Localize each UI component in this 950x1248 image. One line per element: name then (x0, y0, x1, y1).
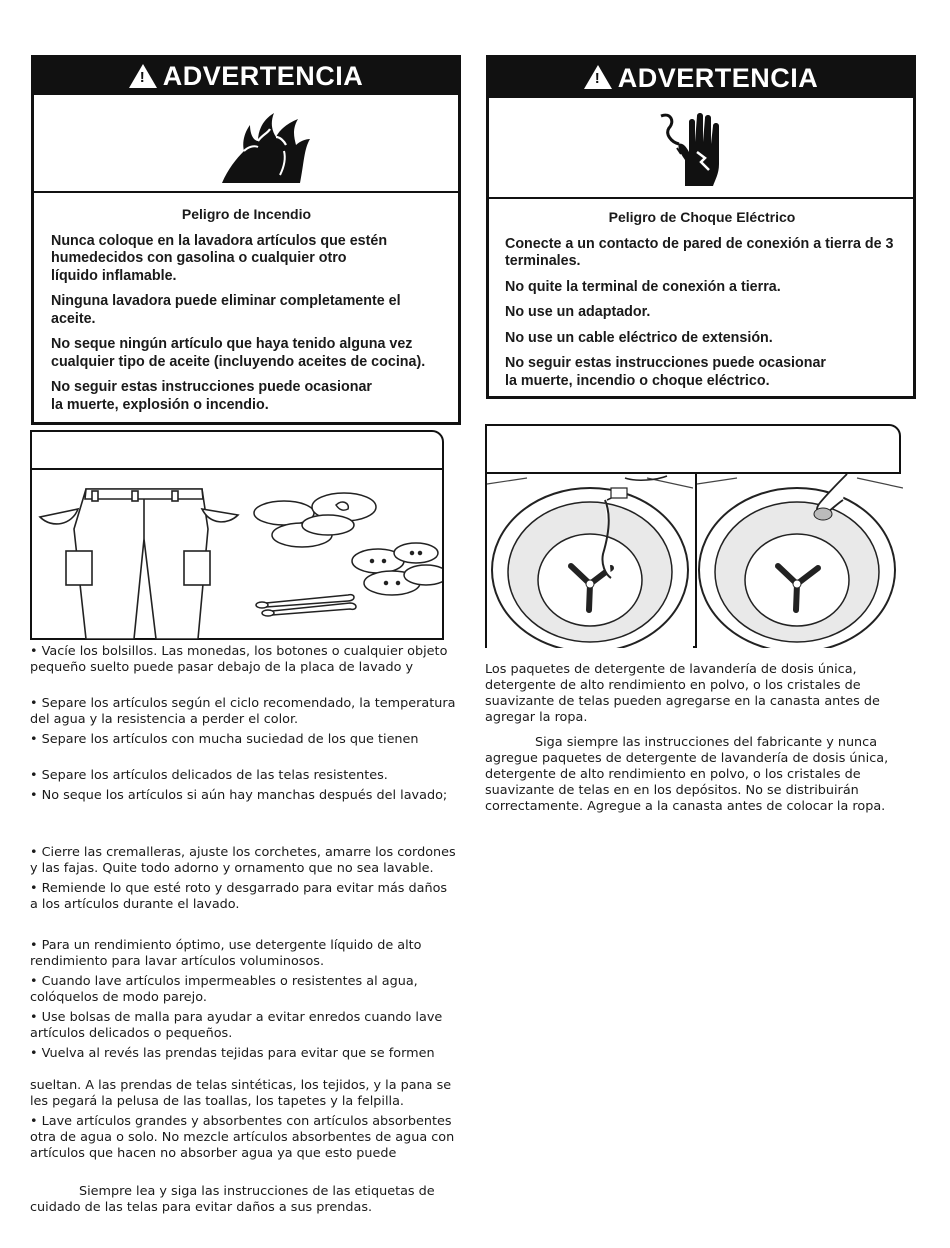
washer-basket-pack-illustration (695, 474, 903, 648)
bullet-text: • Vacíe los bolsillos. Las monedas, los botones o cualquier objeto pequeño suelto puede pasar debajo de la placa de lavado y (30, 644, 448, 675)
warning-title: Peligro de Incendio (181, 206, 312, 222)
pockets-illustration-panel (30, 430, 444, 640)
panel-title-bar (487, 426, 899, 474)
warning-line: No seguir estas instrucciones puede ocasionar la muerte, explosión o incendio. (51, 379, 372, 413)
coins-icon (254, 493, 376, 547)
paragraph-text: Los paquetes de detergente de lavandería de dosis única, detergente de alto rendimiento en polvo, o los cristales de suavizante de telas pueden agregarse en la canasta antes de agregar la ropa. (485, 662, 880, 725)
warning-triangle-icon: ! (584, 65, 612, 89)
bullet-text: • Separe los artículos delicados de las telas resistentes. (30, 768, 388, 783)
shock-icon-area (489, 98, 913, 199)
bullet-text: • Cuando lave artículos impermeables o resistentes al agua, colóquelos de modo parejo. (30, 974, 418, 1005)
fire-warning-body (34, 206, 458, 422)
bullet-text: • Remiende lo que esté roto y desgarrado para evitar más daños a los artículos durante el lavado. (30, 881, 448, 912)
left-column-text (30, 1184, 456, 1216)
left-column-text (30, 644, 456, 676)
warning-header: ! ADVERTENCIA (34, 58, 458, 95)
bullet-text: • Use bolsas de malla para ayudar a evitar enredos cuando lave artículos delicados o pequeños. (30, 1010, 443, 1041)
bullet-text: sueltan. A las prendas de telas sintéticas, los tejidos, y la pana se les pegará la pelusa de las toallas, los tapetes y la felpilla. (30, 1078, 452, 1109)
warning-line: Nunca coloque en la lavadora artículos que estén humedecidos con gasolina o cualquier otro líquido inflamable. (51, 232, 388, 284)
left-column-text (30, 845, 456, 913)
bullet-text: • Para un rendimiento óptimo, use detergente líquido de alto rendimiento para lavar artículos voluminosos. (30, 938, 422, 969)
bullet-text: • Separe los artículos con mucha suciedad de los que tienen (30, 732, 419, 747)
warning-line: No use un cable eléctrico de extensión. (505, 329, 773, 346)
shock-warning-body (489, 209, 913, 398)
bullet-text: • No seque los artículos si aún hay manchas después del lavado; (30, 788, 448, 803)
left-column-text (30, 1078, 456, 1162)
paragraph-text: Siempre lea y siga las instrucciones de las etiquetas de cuidado de las telas para evitar daños a sus prendas. (30, 1184, 435, 1215)
warning-title: Peligro de Choque Eléctrico (608, 209, 796, 225)
shock-warning-box (486, 55, 916, 399)
electric-shock-hand-icon (657, 108, 737, 188)
bullet-text: • Vuelva al revés las prendas tejidas para evitar que se formen (30, 1046, 435, 1061)
bullet-text: • Lave artículos grandes y absorbentes con artículos absorbentes otra de agua o solo. No mezcle artículos absorbentes de agua con artículos que hacen no absorber agua ya que esto puede (30, 1114, 455, 1161)
bullet-text: • Cierre las cremalleras, ajuste los corchetes, amarre los cordones y las fajas. Quite todo adorno y ornamento que no sea lavable. (30, 845, 456, 876)
warning-line: No quite la terminal de conexión a tierra. (505, 278, 781, 295)
left-column-text (30, 696, 456, 748)
bullet-text: • Separe los artículos según el ciclo recomendado, la temperatura del agua y la resistencia a perder el color. (30, 696, 456, 727)
warning-header: ! ADVERTENCIA (489, 58, 913, 98)
warning-line: Conecte a un contacto de pared de conexión a tierra de 3 terminales. (505, 235, 894, 269)
warning-line: No use un adaptador. (505, 304, 651, 320)
empty-pockets-illustration (32, 469, 442, 639)
left-column-text (30, 938, 456, 1062)
warning-triangle-icon: ! (129, 64, 157, 88)
safety-pins-icon (256, 595, 356, 616)
pants-icon (40, 489, 238, 639)
buttons-icon (352, 543, 442, 595)
panel-title-bar (32, 432, 442, 470)
warning-line: Ninguna lavadora puede eliminar completamente el aceite. (51, 293, 401, 327)
detergent-illustration-panel (485, 424, 901, 648)
fire-icon (214, 107, 314, 187)
warning-line: No seque ningún artículo que haya tenido alguna vez cualquier tipo de aceite (incluyendo aceites de cocina). (51, 336, 426, 370)
washer-basket-pour-illustration (487, 474, 693, 648)
left-column-text (30, 768, 456, 804)
fire-warning-box (31, 55, 461, 425)
right-column-text (485, 662, 903, 815)
fire-icon-area (34, 95, 458, 193)
warning-line: No seguir estas instrucciones puede ocasionar la muerte, incendio o choque eléctrico. (505, 355, 826, 389)
paragraph-text: Siga siempre las instrucciones del fabricante y nunca agregue paquetes de detergente de lavandería de dosis única, detergente de alto rendimiento en polvo, o los cristales de suavizante de telas en en los depósitos. No se distribuirán correctamente. Agregue a la canasta antes de colocar la ropa. (485, 735, 889, 814)
